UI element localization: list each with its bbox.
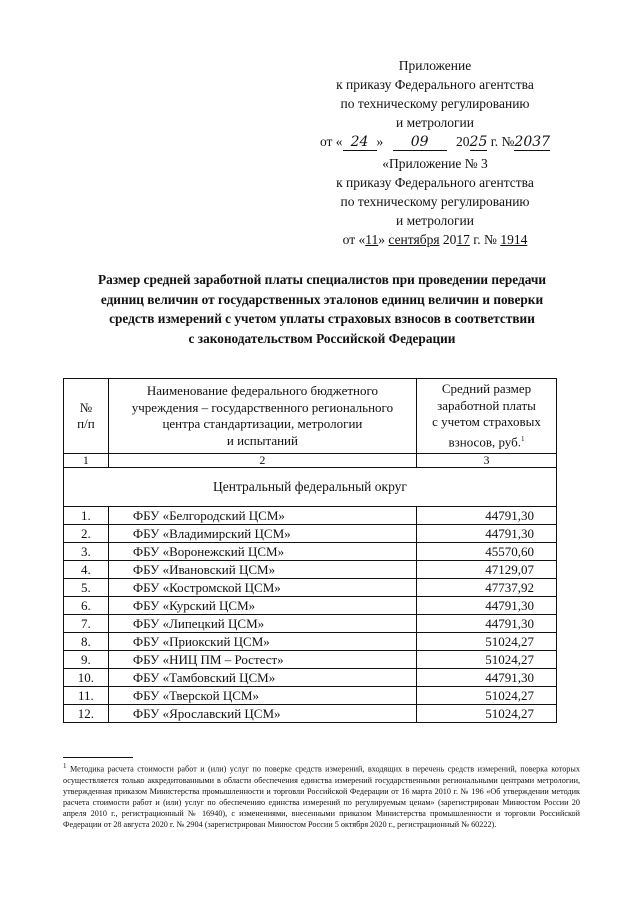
footnote-separator: [63, 757, 133, 758]
date-quote: »: [376, 134, 384, 149]
header-text: и испытаний: [226, 432, 298, 448]
footnote-text: Методика расчета стоимости работ и (или) услуг по поверке средств измерений, входящих в перечень средств измерений, поверка которых осуществляется только аккредитованными в области обеспечения единства измерений государственными региональными центрами метрологии, утвержденная приказом Министерства промышленности и торговли Российской Федерации от 16 марта 2010 г. № 196 «Об утверждении методик расчета стоимости работ и (или) услуг по обеспечению единства измерений по регулируемым ценам» (зарегистрирован Минюстом России 20 апреля 2010 г., регистрационный № 16940), с изменениями, внесенными приказом Министерства промышленности и торговли Российской Федерации от 28 августа 2020 г. № 2904 (зарегистрирован Минюстом России 5 октября 2020 г., регистрационный № 60222).: [63, 764, 580, 829]
salary-table: [63, 378, 557, 723]
date-month: сентября: [388, 232, 440, 247]
footnote-ref: 1: [520, 434, 525, 443]
date-prefix: от «: [342, 232, 366, 247]
institution-name: ФБУ «Липецкий ЦСМ»: [108, 615, 416, 633]
table-row: [64, 543, 557, 561]
order-number: 1914: [500, 232, 528, 247]
header-line: по техническому регулированию: [340, 96, 530, 111]
row-number: 11.: [64, 687, 109, 705]
header-line: к приказу Федерального агентства: [336, 77, 534, 92]
row-number: 7.: [64, 615, 109, 633]
table-row: [64, 687, 557, 705]
previous-appendix-header: [300, 154, 570, 249]
header-text: центра стандартизации, метрологии: [162, 416, 363, 431]
salary-value: 51024,27: [417, 705, 557, 723]
salary-value: 45570,60: [417, 543, 557, 561]
row-number: 10.: [64, 669, 109, 687]
column-number-row: [64, 454, 557, 468]
column-number: 3: [417, 454, 557, 468]
salary-value: 44791,30: [417, 525, 557, 543]
row-number: 3.: [64, 543, 109, 561]
date-quote: »: [378, 232, 386, 247]
institution-name: ФБУ «Курский ЦСМ»: [108, 597, 416, 615]
region-name: Центральный федеральный округ: [64, 468, 557, 507]
row-number: 5.: [64, 579, 109, 597]
footnote: [63, 761, 580, 830]
date-year: 17: [456, 232, 470, 247]
salary-value: 47737,92: [417, 579, 557, 597]
date-day: 11: [365, 232, 379, 247]
header-name: [108, 379, 416, 454]
salary-value: 51024,27: [417, 687, 557, 705]
salary-value: 44791,30: [417, 597, 557, 615]
title-line: единиц величин от государственных эталонов единиц величин и поверки: [100, 291, 544, 307]
row-number: 4.: [64, 561, 109, 579]
salary-value: 44791,30: [417, 669, 557, 687]
row-number: 1.: [64, 507, 109, 525]
header-text: п/п: [77, 416, 95, 431]
appendix-header: [300, 56, 570, 151]
salary-value: 51024,27: [417, 633, 557, 651]
date-prefix: от «: [319, 134, 343, 149]
header-line: «Приложение № 3: [382, 156, 488, 171]
row-number: 2.: [64, 525, 109, 543]
document-title: [52, 270, 592, 348]
salary-value: 44791,30: [417, 507, 557, 525]
institution-name: ФБУ «Тамбовский ЦСМ»: [108, 669, 416, 687]
header-date-line: [300, 230, 570, 249]
title-line: средств измерений с учетом уплаты страховых взносов в соответствии: [109, 311, 535, 326]
table-row: [64, 705, 557, 723]
institution-name: ФБУ «Воронежский ЦСМ»: [108, 543, 416, 561]
institution-name: ФБУ «Тверской ЦСМ»: [108, 687, 416, 705]
year-prefix: 20: [442, 232, 457, 247]
number-label: г. №: [490, 134, 515, 149]
header-line: к приказу Федерального агентства: [336, 175, 534, 190]
institution-name: ФБУ «Ярославский ЦСМ»: [108, 705, 416, 723]
column-number: 1: [64, 454, 109, 468]
handwritten-month: 09: [393, 135, 447, 151]
salary-value: 51024,27: [417, 651, 557, 669]
header-text: №: [79, 399, 93, 415]
handwritten-day: 24: [343, 135, 377, 151]
table-row: [64, 525, 557, 543]
institution-name: ФБУ «Владимирский ЦСМ»: [108, 525, 416, 543]
header-line: по техническому регулированию: [340, 194, 530, 209]
table-row: [64, 507, 557, 525]
salary-value: 47129,07: [417, 561, 557, 579]
header-text: заработной платы: [437, 397, 536, 413]
header-line: Приложение: [398, 58, 472, 73]
table-row: [64, 633, 557, 651]
table-row: [64, 651, 557, 669]
handwritten-number: 2037: [514, 134, 551, 150]
institution-name: ФБУ «НИЦ ПМ – Ростест»: [108, 651, 416, 669]
header-text: Наименование федерального бюджетного: [146, 383, 378, 398]
table-header-row: [64, 379, 557, 454]
header-text: с учетом страховых: [432, 414, 541, 430]
row-number: 6.: [64, 597, 109, 615]
institution-name: ФБУ «Ивановский ЦСМ»: [108, 561, 416, 579]
column-number: 2: [108, 454, 416, 468]
row-number: 8.: [64, 633, 109, 651]
institution-name: ФБУ «Приокский ЦСМ»: [108, 633, 416, 651]
header-text: учреждения – государственного регионального: [131, 399, 394, 415]
row-number: 9.: [64, 651, 109, 669]
number-label: г. №: [473, 232, 497, 247]
header-text: [421, 431, 552, 451]
salary-value: 44791,30: [417, 615, 557, 633]
header-salary: [417, 379, 557, 454]
table-row: [64, 561, 557, 579]
header-date-line: [300, 132, 570, 151]
footnote-mark: 1: [63, 762, 67, 770]
header-number: [64, 379, 109, 454]
table-row: [64, 615, 557, 633]
table-row: [64, 597, 557, 615]
institution-name: ФБУ «Костромской ЦСМ»: [108, 579, 416, 597]
institution-name: ФБУ «Белгородский ЦСМ»: [108, 507, 416, 525]
header-text: Средний размер: [441, 381, 532, 397]
title-line: Размер средней заработной платы специалистов при проведении передачи: [97, 272, 547, 287]
table-row: [64, 579, 557, 597]
header-line: и метрологии: [396, 213, 474, 228]
title-line: с законодательством Российской Федерации: [188, 330, 456, 346]
header-line: и метрологии: [396, 115, 474, 130]
year-prefix: 20: [456, 134, 470, 149]
table-row: [64, 669, 557, 687]
header-text-span: взносов, руб.: [448, 434, 521, 450]
row-number: 12.: [64, 705, 109, 723]
handwritten-year: 25: [469, 134, 488, 150]
region-row: [64, 468, 557, 507]
